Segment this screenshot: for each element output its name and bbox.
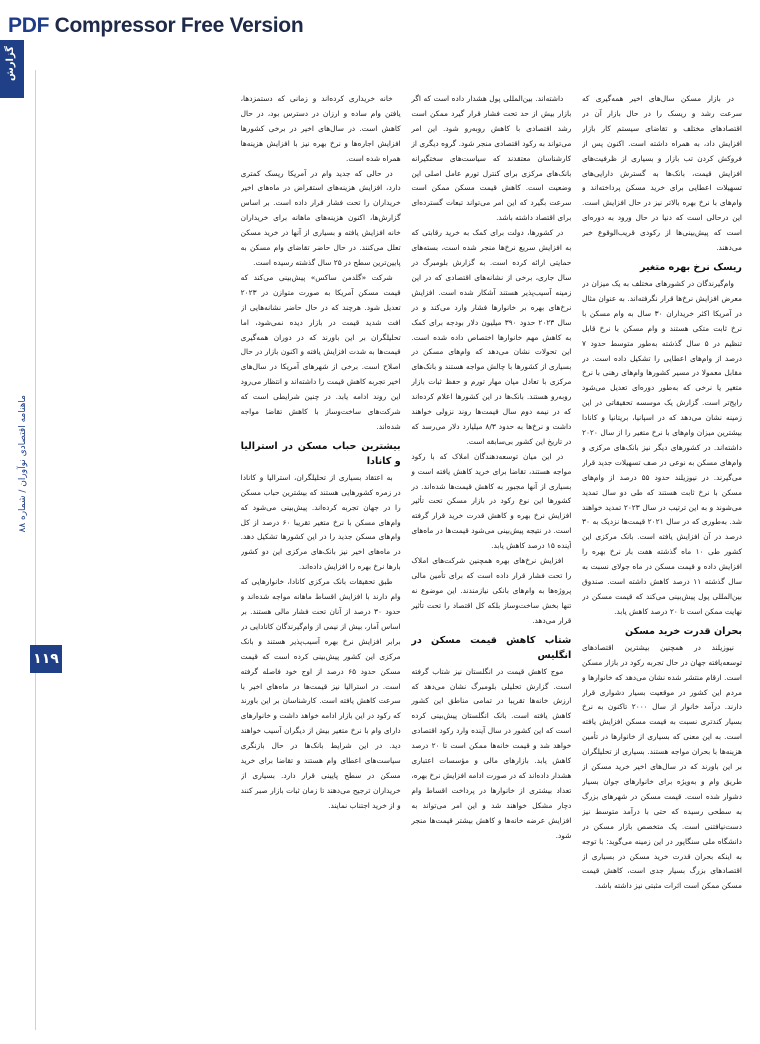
watermark-text: Compressor Free Version	[54, 14, 304, 37]
text-column-3	[241, 92, 401, 1030]
paragraph: در این میان توسعه‌دهندگان املاک که با رکود مواجه هستند، تقاضا برای خرید کاهش یافته است و بسیاری از آنها مجبور به کاهش قیمت‌ها شده‌اند. در کشورها این نوع رکود در بازار مسکن تحت تأثیر افزایش نرخ بهره و کاهش قدرت خرید قرار گرفته است. در نتیجه پیش‌بینی می‌شود قیمت‌ها در ماه‌های آینده ۱۵ درصد کاهش یابد.	[411, 451, 572, 551]
paragraph: داشته‌اند. بین‌المللی پول هشدار داده است که اگر بازار بیش از حد تحت فشار قرار گیرد ممکن است رشد اقتصادی با کاهش روبه‌رو شود. این امر می‌تواند به رکود اقتصادی منجر شود. گروه دیگری از کارشناسان معتقدند که سیاست‌های سختگیرانه بانک‌های مرکزی برای کنترل تورم عامل اصلی این وضعیت است. کاهش قیمت مسکن ممکن است سرعت بگیرد که این امر می‌تواند تبعات گسترده‌ای برای اقتصاد داشته باشد.	[411, 94, 572, 223]
paragraph: در کشورها، دولت برای کمک به خرید رقابتی که به افزایش سریع نرخ‌ها منجر شده است، بسته‌های حمایتی ارائه کرده است. به گزارش بلومبرگ در سال جاری، برخی از نشانه‌های اقتصادی که در این زمینه آسیب‌پذیر هستند آشکار شده است. افزایش نرخ‌های بهره بر خانوارها فشار وارد می‌کند و در سال ۲۰۲۳ حدود ۳۹۰ میلیون دلار بودجه برای کمک به کاهش مهم خانوارها اختصاص داده شده است. این تحولات نشان می‌دهد که وام‌های مسکن در بسیاری از کشورها با چالش مواجه هستند و بانک‌های مرکزی با تعادل میان مهار تورم و حفظ ثبات بازار روبه‌رو هستند. بانک‌ها در این کشورها اعلام کرده‌اند که در نیمه دوم سال قیمت‌ها روند نزولی خواهند داشت و نرخ‌ها به حدود ۸/۳ میلیارد دلار می‌رسد که در تاریخ این کشور بی‌سابقه است.	[411, 228, 572, 446]
section-heading: بیشترین حباب مسکن در استرالیا و کانادا	[240, 440, 401, 467]
text-column-2	[411, 92, 571, 1030]
paragraph: خانه خریداری کرده‌اند و زمانی که دستمزدها، یافتن وام ساده و ارزان در دسترس بود، در حال کاهش است. در سال‌های اخیر در برخی کشورها افزایش اجاره‌ها و نرخ بهره نیز با افزایش هزینه‌ها همراه شده است.	[240, 94, 401, 163]
paragraph: نیوزیلند در همچنین بیشترین اقتصادهای توسعه‌یافته جهان در حال تجربه رکود در بازار مسکن است. ارقام منتشر شده نشان می‌دهد که خانوارها و مردم این کشور در موقعیت بسیار دشواری قرار دارند. درآمد خانوار از سال ۲۰۰۰ تاکنون به نرخ بسیار کندتری نسبت به قیمت مسکن افزایش یافته است. به این معنی که بسیاری از خانوارها در تأمین هزینه‌ها با بحران مواجه هستند. بسیاری از تحلیلگران بر این باورند که در سال‌های اخیر خرید مسکن از طریق وام و به‌ویژه برای خانوارهای جوان بسیار دشوار شده است. قیمت مسکن در شهرهای بزرگ به سطحی رسیده که حتی با درآمد متوسط نیز دست‌نیافتنی است. یک متخصص بازار مسکن در دانشگاه ملی سنگاپور در این زمینه می‌گوید: با توجه به اینکه بحران قدرت خرید مسکن در بسیاری از اقتصادهای بزرگ بسیار جدی است، کاهش قیمت مسکن ممکن است اثرات مثبتی نیز داشته باشد.	[581, 642, 742, 891]
text-column-1	[582, 92, 742, 1030]
section-heading: بحران قدرت خرید مسکن	[625, 625, 742, 637]
paragraph: طبق تحقیقات بانک مرکزی کانادا، خانوارهایی که وام دارند با افزایش اقساط ماهانه مواجه شده‌اند و حدود ۳۰ درصد از آنان تحت فشار مالی هستند. بر اساس آمار، بیش از نیمی از وام‌گیرندگان کانادایی در برابر افزایش نرخ بهره آسیب‌پذیر هستند و بانک مرکزی این کشور پیش‌بینی کرده است که قیمت مسکن حدود ۶۵ درصد از اوج خود فاصله گرفته است. در استرالیا نیز قیمت‌ها در ماه‌های اخیر با سرعت کاهش یافته است. کارشناسان بر این باورند که رکود در این بازار ادامه خواهد داشت و خانوارهای دارای وام با نرخ متغیر بیش از دیگران آسیب خواهند دید. در این شرایط بانک‌ها در حال بازنگری سیاست‌های اعطای وام هستند و تقاضا برای خرید مسکن در سطح پایینی قرار دارد. بسیاری از خریداران ترجیح می‌دهند تا زمان ثبات بازار صبر کنند و از خرید اجتناب نمایند.	[240, 577, 401, 810]
page-number: ۱۱۹	[30, 645, 62, 673]
section-heading: ریسک نرخ بهره متغیر	[640, 261, 742, 273]
section-tab-label: گزارش	[5, 46, 16, 82]
text-column-4	[70, 92, 230, 1030]
paragraph: شرکت «گلدمن ساکس» پیش‌بینی می‌کند که قیمت مسکن آمریکا به صورت متوازن در ۲۰۲۳ تعدیل شود. هرچند که در حال حاضر نشانه‌هایی از افت شدید قیمت در بازار دیده نمی‌شود، اما تحلیلگران بر این باورند که در دوران همه‌گیری قیمت‌ها به شدت افزایش یافته و اکنون بازار در حال اصلاح است. برخی از شهرهای آمریکا در سال‌های اخیر تجربه کاهش قیمت را داشته‌اند و انتظار می‌رود این روند ادامه یابد. در چنین شرایطی است که شرکت‌های ساخت‌وساز با کاهش تقاضا مواجه شده‌اند.	[240, 272, 401, 431]
paragraph: موج کاهش قیمت در انگلستان نیز شتاب گرفته است. گزارش تحلیلی بلومبرگ نشان می‌دهد که ارزش خانه‌ها تقریبا در تمامی مناطق این کشور کاهش یافته است. بانک انگلستان پیش‌بینی کرده است که این کشور در سال آینده وارد رکود اقتصادی خواهد شد و قیمت خانه‌ها ممکن است تا ۲۰ درصد کاهش یابد. بازارهای مالی و مؤسسات اعتباری هشدار داده‌اند که در صورت ادامه افزایش نرخ بهره، تعداد بیشتری از خانوارها در پرداخت اقساط وام دچار مشکل خواهند شد و این امر می‌تواند به افزایش عرضه خانه‌ها و کاهش بیشتر قیمت‌ها منجر شود.	[411, 666, 572, 840]
paragraph: وام‌گیرندگان در کشورهای مختلف به یک میزان در معرض افزایش نرخ‌ها قرار نگرفته‌اند. به عنوان مثال در آمریکا اکثر خریداران ۳۰ سال به وام مسکن با نرخ ثابت متکی هستند و وام مسکن با نرخ قابل تنظیم در ۵ سال گذشته به‌طور متوسط حدود ۷ درصد از وام‌های اعطایی را تشکیل داده است. در مقابل معمولا در مسیر کشورها وام‌های رهنی با نرخ متغیر یا نرخی که به‌طور دوره‌ای تعدیل می‌شود رایج‌تر است. گزارش یک موسسه تحقیقاتی در این زمینه نشان می‌دهد که در اسپانیا، بریتانیا و کانادا بیشترین میزان وام‌های با نرخ متغیر را از سال ۲۰۲۰ داشته‌اند. در کشورهای دیگر نیز بانک‌های مرکزی و وام‌های مسکن به نوعی در صف تسهیلات جدید قرار می‌گیرند. در نیوزیلند حدود ۵۵ درصد از وام‌های مسکن با نرخ ثابت هستند که طی دو سال تمدید می‌شوند و به این ترتیب در سال ۲۰۲۳ تمدید خواهند شد. به‌طوری که در سال ۲۰۲۱ قیمت‌ها نزدیک به ۳۰ درصد در آن افزایش یافته است. بانک مرکزی این کشور طی ۱۰ ماه گذشته هفت بار نرخ بهره را افزایش داده و قیمت مسکن در ماه جولای نسبت به سال گذشته ۱۱ درصد کاهش داشته است. صندوق بین‌المللی پول پیش‌بینی می‌کند که قیمت مسکن در نهایت ممکن است تا ۲۰ درصد کاهش یابد.	[581, 278, 742, 616]
article-body	[70, 92, 742, 1030]
paragraph: در حالی که جدید وام در آمریکا ریسک کمتری دارد، افزایش هزینه‌های استقراض در ماه‌های اخیر خریداران را تحت فشار قرار داده است. بر اساس گزارش‌ها، اکنون هزینه‌های ماهانه برای خریداران خانه افزایش یافته و بسیاری از آنها در خرید مسکن تعلل می‌کنند. در حال حاضر تقاضای وام مسکن به پایین‌ترین سطح در ۲۵ سال گذشته رسیده است.	[240, 168, 401, 267]
margin-rule	[35, 70, 36, 1030]
watermark-brand: PDF	[8, 14, 50, 37]
paragraph: افزایش نرخ‌های بهره همچنین شرکت‌های املاک را تحت فشار قرار داده است که برای تأمین مالی پروژه‌ها به وام‌های بانکی نیازمندند. این موضوع نه تنها بخش ساخت‌وساز بلکه کل اقتصاد را تحت تأثیر قرار می‌دهد.	[411, 556, 572, 625]
pdf-compressor-watermark	[8, 14, 303, 38]
issue-caption: ماهنامه اقتصادی نوآوران / شماره ۸۸	[18, 395, 28, 533]
section-tab	[0, 40, 24, 98]
section-heading: شتاب کاهش قیمت مسکن در انگلیس	[411, 634, 572, 661]
paragraph: در بازار مسکن سال‌های اخیر همه‌گیری که سرعت رشد و ریسک را در حال بازار آن در اقتصادهای مختلف و تقاضای سیستم کار بازار افزایش داد، به همراه داشته است. اکنون پس از فروکش کردن تب بازار و بسیاری از ظرفیت‌های افزایش قیمت، بانک‌ها به گسترش دارایی‌های تسهیلات اعطایی برای خرید مسکن پرداخته‌اند و وام‌های با نرخ بهره بالاتر نیز در حال افزایش است. این درحالی است که دنیا در حال ورود به دوره‌ای است که پیش‌بینی‌ها از رکودی قریب‌الوقوع خبر می‌دهند.	[581, 94, 742, 253]
paragraph: به اعتقاد بسیاری از تحلیلگران، استرالیا و کانادا در زمره کشورهایی هستند که بیشترین حباب مسکن را در جهان تجربه کرده‌اند. پیش‌بینی می‌شود که وام‌های مسکن با نرخ متغیر تقریبا ۶۰ درصد از کل وام‌های مسکن جدید را در این کشورها تشکیل دهد. در ماه‌های اخیر نیز بانک‌های مرکزی این دو کشور بارها نرخ بهره را افزایش داده‌اند.	[240, 472, 401, 572]
